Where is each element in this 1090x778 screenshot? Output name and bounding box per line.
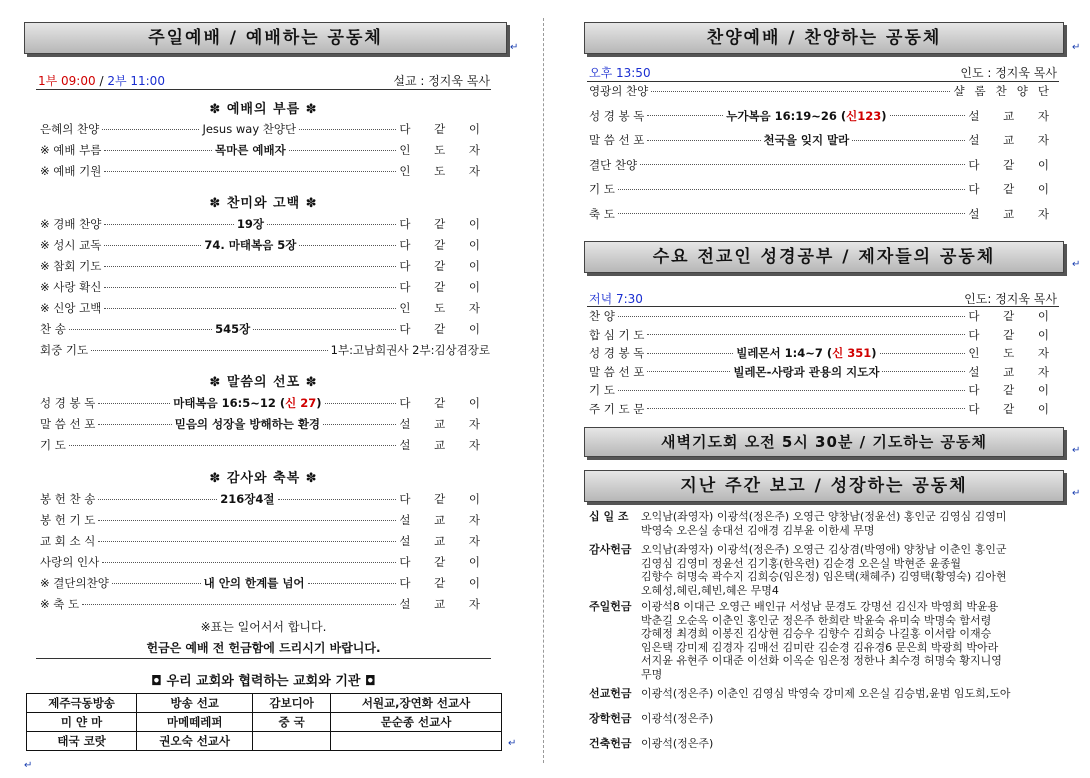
sermon-preacher: 설교 : 정지욱 목사 <box>393 74 490 88</box>
praise-worship-banner: 찬양예배 / 찬양하는 공동체 <box>584 22 1064 54</box>
program-item-leader: 다 같 이 <box>968 383 1059 397</box>
program-item-label: ※ 경배 찬양 <box>40 217 102 231</box>
leader-dots <box>323 424 396 425</box>
program-item-label: 찬 송 <box>40 322 66 336</box>
report-label: 선교헌금 <box>589 687 632 700</box>
praise-time: 오후 13:50 <box>589 66 651 80</box>
program-item-leader: 다 같 이 <box>399 259 490 273</box>
leader-dots <box>112 583 201 584</box>
paragraph-mark-icon: ↵ <box>24 760 33 771</box>
program-item-label: ※ 예배 기원 <box>40 164 102 178</box>
partners-row <box>27 694 502 713</box>
program-item-label: ※ 성시 교독 <box>40 238 102 252</box>
program-row <box>40 532 490 550</box>
wednesday-time-line <box>589 290 1057 307</box>
program-item-content <box>202 121 296 137</box>
program-item-text: 천국을 잊지 말라 <box>763 133 850 147</box>
program-item-text: Jesus way 찬양단 <box>202 122 297 136</box>
partners-cell <box>253 732 331 751</box>
leader-dots <box>98 403 170 404</box>
partners-row <box>27 713 502 732</box>
program-item-leader: 다 같 이 <box>399 555 490 569</box>
partners-cell: 태국 코랏 <box>27 732 137 751</box>
right-column <box>545 0 1090 778</box>
leader-dots <box>98 424 171 425</box>
leader-dots <box>647 140 760 141</box>
first-service-time: 1부 09:00 <box>38 74 96 88</box>
program-row <box>40 278 490 296</box>
report-label: 십 일 조 <box>589 510 629 523</box>
partners-cell: 중 국 <box>253 713 331 732</box>
program-item-leader: 다 같 이 <box>399 280 490 294</box>
program-row <box>589 131 1059 149</box>
program-item-text: 빌레몬서 1:4~7 ( <box>736 346 833 360</box>
program-item-label: 성 경 봉 독 <box>40 396 96 410</box>
program-row <box>589 307 1059 325</box>
program-item-leader: 인 도 자 <box>399 143 491 157</box>
program-row <box>40 141 490 159</box>
program-item-leader: 설 교 자 <box>399 597 490 611</box>
paragraph-mark-icon: ↵ <box>1072 42 1081 53</box>
program-item-leader: 다 같 이 <box>399 238 490 252</box>
program-item-leader: 설 교 자 <box>968 364 1060 379</box>
program-row <box>589 156 1059 174</box>
program-item-leader: 1부:고남희권사 2부:김상겸장로 <box>330 343 490 357</box>
paragraph-mark-icon: ↵ <box>510 42 519 53</box>
program-item-leader: 설 교 자 <box>399 417 490 431</box>
report-entry <box>589 712 1059 726</box>
program-row <box>40 236 490 254</box>
leader-dots <box>104 308 396 309</box>
program-row <box>40 257 490 275</box>
program-item-label: 회중 기도 <box>40 343 89 357</box>
program-item-text-end: ) <box>871 346 877 360</box>
second-service-time: 2부 11:00 <box>107 74 165 88</box>
left-column <box>0 0 540 778</box>
program-item-label: 봉 헌 찬 송 <box>40 492 96 506</box>
leader-dots <box>98 541 396 542</box>
program-item-content <box>736 345 876 361</box>
calling-section-title: ✽ 예배의 부름 ✽ <box>209 102 318 117</box>
report-names: 오익남(좌영자) 이광석(정은주) 오영근 김상겸(박영애) 양창남 이춘인 홍인군 김영심 김영미 정윤선 김기홍(한옥련) 김순경 오은실 박현준 윤종월 김향수 허명숙 곽수지 김희승(임은정) 임은택(채혜주) 김영택(황영숙) 김아현 오혜성,혜린,혜빈,혜은 무명4 <box>641 543 1007 597</box>
report-names: 이광석(정은주) 이춘인 김영심 박영숙 강미제 오은실 김승범,윤범 임도희,도아 <box>641 687 1011 700</box>
partners-table <box>26 693 502 751</box>
leader-dots <box>890 115 966 116</box>
program-row <box>589 205 1059 223</box>
paragraph-mark-icon: ↵ <box>508 738 517 749</box>
program-row <box>40 320 490 338</box>
report-entry <box>589 687 1059 701</box>
program-row <box>40 215 490 233</box>
stand-note: ※표는 일어서서 합니다. <box>200 620 327 634</box>
program-item-label: 결단 찬양 <box>589 157 638 172</box>
program-row <box>589 107 1059 125</box>
program-item-label: 교 회 소 식 <box>40 534 96 548</box>
leader-dots <box>104 287 396 288</box>
program-item-leader: 인 도 자 <box>968 346 1060 360</box>
report-entry <box>589 510 1059 537</box>
leader-dots <box>299 129 396 130</box>
program-item-content <box>764 132 850 148</box>
program-row <box>589 326 1059 344</box>
leader-dots <box>880 353 966 354</box>
leader-dots <box>104 266 396 267</box>
leader-dots <box>289 150 397 151</box>
weekly-report-banner: 지난 주간 보고 / 성장하는 공동체 <box>584 470 1064 502</box>
leader-dots <box>647 334 965 335</box>
program-item-label: 성 경 봉 독 <box>589 346 645 360</box>
program-item-content <box>726 108 886 124</box>
partners-cell: 제주극동방송 <box>27 694 137 713</box>
program-item-label: 말 씀 선 포 <box>589 364 645 379</box>
program-item-leader: 설 교 자 <box>968 108 1060 123</box>
leader-dots <box>647 115 723 116</box>
program-row <box>589 381 1059 399</box>
praise-leader: 인도 : 정지욱 목사 <box>960 66 1057 80</box>
leader-dots <box>104 171 396 172</box>
program-item-leader: 다 같 이 <box>968 327 1059 342</box>
report-entry <box>589 737 1059 751</box>
program-item-content <box>220 491 274 507</box>
partners-cell: 문순종 선교사 <box>331 713 502 732</box>
leader-dots <box>308 583 397 584</box>
report-entry <box>589 600 1059 681</box>
program-item-label: ※ 참회 기도 <box>40 259 102 273</box>
wednesday-time: 저녁 7:30 <box>589 292 643 306</box>
leader-dots <box>104 245 201 246</box>
time-separator: / <box>99 74 104 88</box>
partners-cell <box>331 732 502 751</box>
divider-line <box>36 658 491 659</box>
program-item-leader: 다 같 이 <box>399 217 490 231</box>
paragraph-mark-icon: ↵ <box>1072 488 1081 499</box>
leader-dots <box>882 371 965 372</box>
program-item-leader: 설 교 자 <box>968 133 1060 147</box>
leader-dots <box>647 371 730 372</box>
program-row <box>40 574 490 592</box>
program-item-leader: 인 도 자 <box>399 164 490 178</box>
program-item-content <box>204 575 305 591</box>
sunday-worship-banner: 주일예배 / 예배하는 공동체 <box>24 22 507 54</box>
partners-cell: 마메떼레퍼 <box>137 713 253 732</box>
program-row <box>40 415 490 433</box>
leader-dots <box>618 316 965 317</box>
leader-dots <box>325 403 397 404</box>
program-item-label: 기 도 <box>589 383 615 397</box>
program-row <box>589 363 1059 381</box>
program-item-content <box>215 321 250 337</box>
leader-dots <box>278 499 397 500</box>
program-row <box>589 180 1059 198</box>
program-item-label: ※ 축 도 <box>40 597 80 611</box>
dawn-prayer-banner: 새벽기도회 오전 5시 30분 / 기도하는 공동체 <box>584 427 1064 457</box>
leader-dots <box>91 350 328 351</box>
program-item-label: 말 씀 선 포 <box>589 133 645 147</box>
leader-dots <box>69 329 212 330</box>
program-item-text: 545장 <box>215 322 251 336</box>
program-row <box>589 344 1059 362</box>
program-item-text-end: ) <box>881 108 887 123</box>
program-row <box>40 511 490 529</box>
leader-dots <box>104 150 212 151</box>
leader-dots <box>647 408 965 409</box>
partners-row <box>27 732 502 751</box>
program-item-leader: 다 같 이 <box>399 122 491 136</box>
program-item-label: 은혜의 찬양 <box>40 122 100 136</box>
program-row <box>40 595 490 613</box>
leader-dots <box>651 91 950 92</box>
program-item-leader: 샬롬찬양단 <box>953 84 1059 98</box>
program-item-text: 목마른 예배자 <box>215 143 286 157</box>
partners-cell: 미 얀 마 <box>27 713 137 732</box>
program-item-text: 216장4절 <box>220 492 275 506</box>
report-entry <box>589 543 1059 597</box>
program-row <box>40 341 490 359</box>
wednesday-banner: 수요 전교인 성경공부 / 제자들의 공동체 <box>584 241 1064 273</box>
program-item-text-end: ) <box>316 396 322 410</box>
program-item-label: 말 씀 선 포 <box>40 417 96 431</box>
partners-cell: 감보디아 <box>253 694 331 713</box>
program-row <box>40 299 490 317</box>
program-item-content <box>215 142 286 158</box>
thanks-section-title: ✽ 감사와 축복 ✽ <box>209 471 318 486</box>
partners-title: ◘ 우리 교회와 협력하는 교회와 기관 ◘ <box>151 674 376 689</box>
program-item-text: 74. 마태복음 5장 <box>204 238 297 252</box>
program-item-label: ※ 신앙 고백 <box>40 301 102 315</box>
program-item-label: ※ 결단의찬양 <box>40 576 109 590</box>
program-item-label: 축 도 <box>589 206 615 221</box>
program-item-leader: 인 도 자 <box>399 301 490 315</box>
program-item-leader: 다 같 이 <box>968 309 1059 323</box>
leader-dots <box>104 224 233 225</box>
hymn-reference: 신123 <box>846 108 882 123</box>
leader-dots <box>69 445 396 446</box>
report-names: 이광석(정은주) <box>641 712 714 725</box>
praise-time-line <box>589 64 1057 81</box>
leader-dots <box>618 390 965 391</box>
program-row <box>589 82 1059 100</box>
report-label: 주일헌금 <box>589 600 632 613</box>
program-item-leader: 다 같 이 <box>399 322 491 336</box>
program-item-content <box>204 237 296 253</box>
program-item-text: 누가복음 16:19~26 ( <box>726 108 847 123</box>
paragraph-mark-icon: ↵ <box>1072 259 1081 270</box>
program-item-leader: 다 같 이 <box>968 182 1059 196</box>
program-item-label: 주 기 도 문 <box>589 401 645 416</box>
sunday-times <box>38 72 490 89</box>
program-item-label: 사랑의 인사 <box>40 555 100 569</box>
program-row <box>40 436 490 454</box>
leader-dots <box>98 499 217 500</box>
leader-dots <box>102 562 396 563</box>
program-item-leader: 다 같 이 <box>399 492 490 506</box>
partners-cell: 권오숙 선교사 <box>137 732 253 751</box>
program-item-content <box>733 364 879 380</box>
program-row <box>40 490 490 508</box>
program-item-leader: 설 교 자 <box>968 206 1059 221</box>
leader-dots <box>618 189 965 190</box>
partners-cell: 방송 선교 <box>137 694 253 713</box>
leader-dots <box>253 329 396 330</box>
program-item-content <box>173 395 321 411</box>
program-item-label: 기 도 <box>589 182 615 196</box>
offering-note: 헌금은 예배 전 헌금함에 드리시기 바랍니다. <box>146 641 381 655</box>
program-row <box>40 162 490 180</box>
program-item-text: 빌레몬-사랑과 관용의 지도자 <box>733 364 880 379</box>
program-item-label: ※ 예배 부름 <box>40 143 102 157</box>
report-label: 감사헌금 <box>589 543 632 556</box>
word-section-title: ✽ 말씀의 선포 ✽ <box>209 375 318 390</box>
leader-dots <box>102 129 199 130</box>
column-divider <box>543 18 544 763</box>
leader-dots <box>640 164 965 165</box>
program-item-leader: 다 같 이 <box>399 396 491 410</box>
program-item-label: 영광의 찬양 <box>589 84 649 98</box>
program-item-label: 기 도 <box>40 438 66 452</box>
program-row <box>40 120 490 138</box>
leader-dots <box>267 224 396 225</box>
report-label: 장학헌금 <box>589 712 632 725</box>
program-item-label: 찬 양 <box>589 309 615 323</box>
program-row <box>40 394 490 412</box>
program-row <box>589 400 1059 418</box>
program-item-content <box>175 416 320 432</box>
program-item-label: 성 경 봉 독 <box>589 108 645 123</box>
program-item-text: 19장 <box>236 217 264 231</box>
program-item-label: 합 심 기 도 <box>589 327 645 342</box>
partners-cell: 서원교,장연화 선교사 <box>331 694 502 713</box>
praise-section-title: ✽ 찬미와 고백 ✽ <box>209 196 318 211</box>
hymn-reference: 신 351 <box>832 346 872 360</box>
program-item-leader: 다 같 이 <box>968 401 1059 416</box>
divider-line <box>36 89 491 90</box>
program-item-leader: 설 교 자 <box>399 513 490 527</box>
program-item-content <box>237 216 264 232</box>
report-names: 오익남(좌영자) 이광석(정은주) 오영근 양창남(정윤선) 홍인군 김영심 김영미 박영숙 오은실 송대선 김애경 김부윤 이한세 무명 <box>641 510 1007 537</box>
leader-dots <box>82 604 396 605</box>
report-label: 건축헌금 <box>589 737 632 750</box>
program-item-leader: 다 같 이 <box>399 576 490 590</box>
program-item-label: ※ 사랑 확신 <box>40 280 102 294</box>
leader-dots <box>852 140 965 141</box>
leader-dots <box>647 353 733 354</box>
leader-dots <box>299 245 396 246</box>
hymn-reference: 신 27 <box>285 396 317 410</box>
program-row <box>40 553 490 571</box>
program-item-leader: 설 교 자 <box>399 534 490 548</box>
leader-dots <box>98 520 396 521</box>
program-item-leader: 설 교 자 <box>399 438 490 452</box>
program-item-label: 봉 헌 기 도 <box>40 513 96 527</box>
program-item-text: 내 안의 한계를 넘어 <box>203 576 305 590</box>
program-item-leader: 다 같 이 <box>968 157 1059 172</box>
paragraph-mark-icon: ↵ <box>1072 445 1081 456</box>
leader-dots <box>618 213 965 214</box>
report-names: 이광석(정은주) <box>641 737 714 750</box>
report-names: 이광석8 이대근 오영근 배인규 서성남 문경도 강명선 김신자 박영희 박윤용 박춘길 오순옥 이춘인 홍인군 정은주 한희란 박윤숙 유미숙 박명숙 함서령 강혜정 최경희 이봉진 김상현 김승우 김향수 김희승 나길홍 이서람 이재승 임은택 강미제 김경자 김매선 김미란 김순경 김유경6 문은희 박광희 박아라 서지윤 유현주 이대준 이선화 이옥순 임은정 정한나 최수경 허명숙 황지니영 무명 <box>641 600 1002 681</box>
wednesday-leader: 인도: 정지욱 목사 <box>964 292 1057 306</box>
program-item-text: 믿음의 성장을 방해하는 환경 <box>174 417 321 431</box>
program-item-text: 마태복음 16:5~12 ( <box>173 396 286 410</box>
